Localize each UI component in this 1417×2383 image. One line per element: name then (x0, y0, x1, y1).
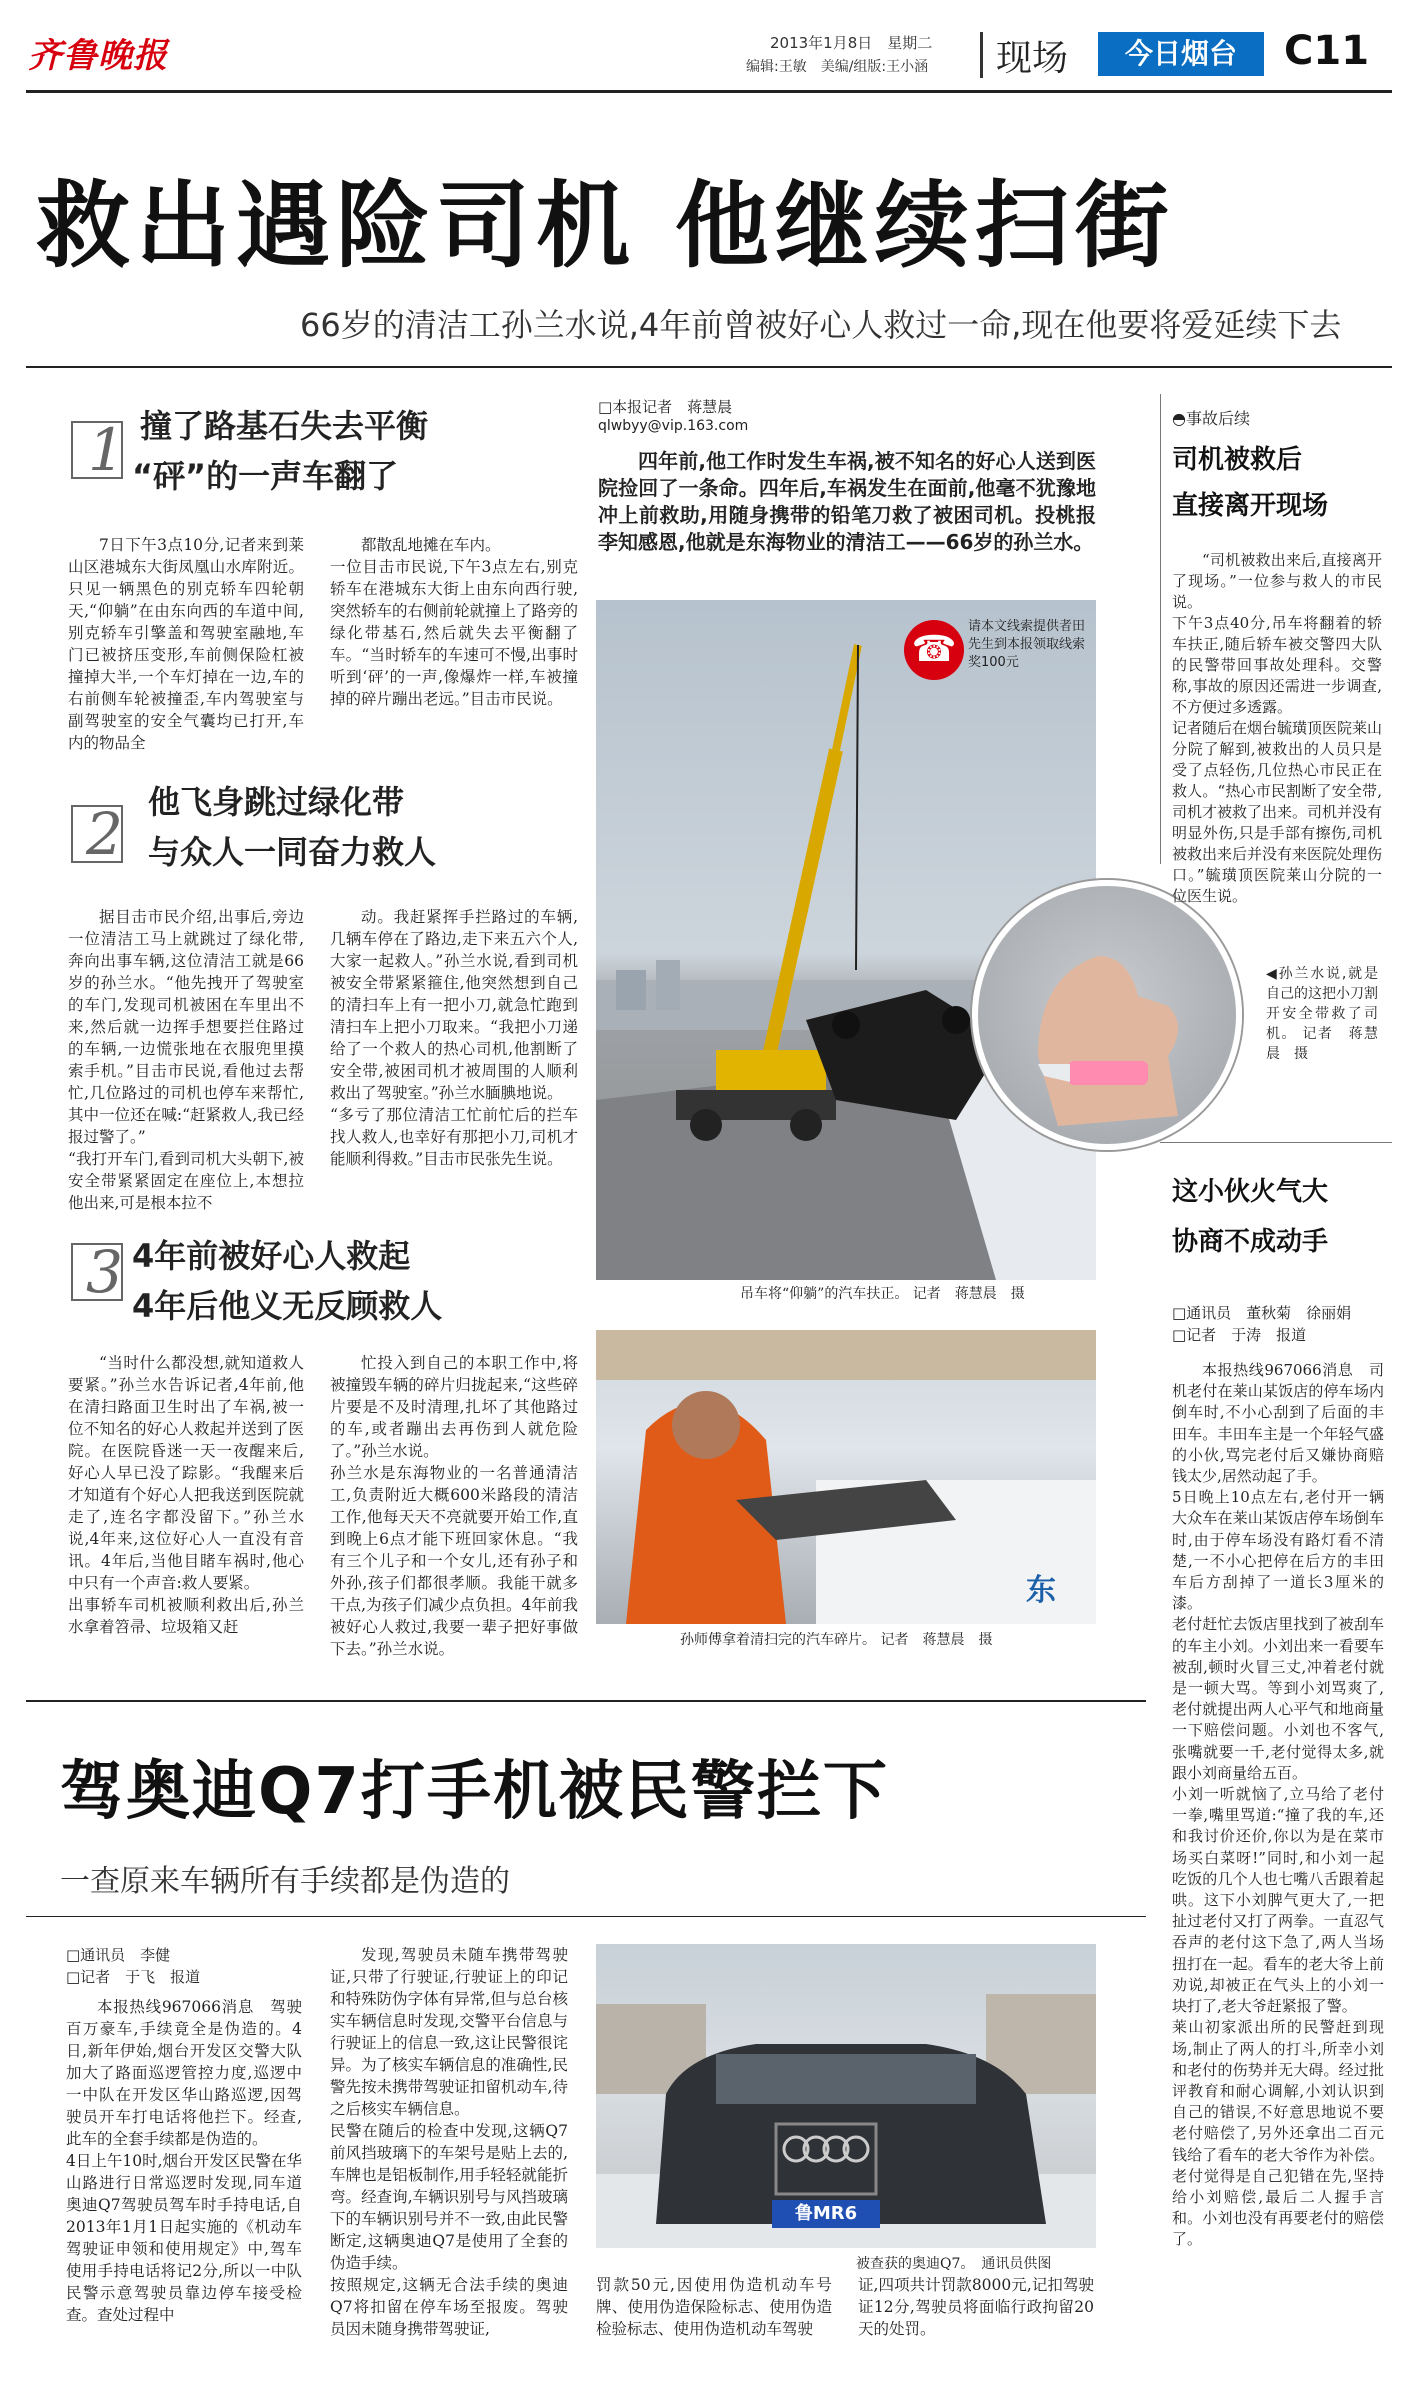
section-number-3 (70, 1238, 126, 1306)
story2-text-1: 本报热线967066消息 驾驶百万豪车,手续竟全是伪造的。4日,新年伊始,烟台开发区交警大队加大了路面巡逻管控力度,巡逻中一中队在开发区华山路巡逻,因驾驶员开车打电话将他拦下。经查,此车的全套手续都是伪造的。 4日上午10时,烟台开发区民警在华山路进行日常巡逻时发现,同车道奥迪Q7驾驶员驾车时手持电话,自2013年1月1日起实施的《机动车驾驶证申领和使用规定》中,驾车使用手持电话将记2分,所以一中队民警示意驾驶员靠边停车接受检查。查处过程中 (66, 1998, 303, 2324)
section-2-column-1 (68, 906, 304, 1212)
story2-column-1 (66, 1996, 302, 2346)
sidebar1-title-line2: 直接离开现场 (1172, 491, 1329, 521)
sidebar1-kicker-icon: ◓ (1172, 409, 1186, 428)
issue-date (770, 32, 932, 53)
section-1-text-2: 都散乱地摊在车内。 一位目击市民说,下午3点左右,别克轿车在港城东大街上由东向西行驶,突然轿车的右侧前轮就撞上了路旁的绿化带基石,然后就失去平衡翻了车。“当时轿车的车速可不慢,出事时听到‘砰’的一声,像爆炸一样,车被撞掉的碎片蹦出老远。”目击市民说。 (330, 536, 579, 708)
sidebar2-title-line2: 协商不成动手 (1172, 1227, 1329, 1257)
section-number-1-digit: 1 (88, 416, 125, 484)
section-number-3-digit: 3 (86, 1238, 123, 1306)
story2-text-3: 罚款50元,因使用伪造机动车号牌、使用伪造保险标志、使用伪造检验标志、使用伪造机动车驾驶 (596, 2276, 832, 2338)
sidebar2-byline-2: □记者 于涛 报道 (1172, 1326, 1307, 1344)
section-1-column-1 (68, 534, 304, 752)
story2-column-4 (858, 2274, 1094, 2354)
license-plate: 鲁MR6 (794, 2203, 858, 2224)
story2-headline: 驾奥迪Q7打手机被民警拦下 (60, 1755, 889, 1829)
hotline-phone-icon: ☎ (904, 620, 964, 680)
photo-audi-caption: 被查获的奥迪Q7。 通讯员供图 (856, 2256, 1052, 2272)
sidebar1-kicker-text: 事故后续 (1185, 409, 1250, 428)
photo-knife-in-hand (972, 880, 1242, 1150)
sidebar2-byline-1: □通讯员 董秋菊 徐丽娟 (1172, 1304, 1352, 1322)
sidebar1-body (1172, 550, 1383, 905)
weekday-text: 星期二 (887, 34, 933, 52)
sidebar2-top-rule (1160, 1142, 1392, 1143)
section-3-text-1: “当时什么都没想,就知道救人要紧。”孙兰水告诉记者,4年前,他在清扫路面卫生时出了车祸,被一位不知名的好心人救起并送到了医院。在医院昏迷一天一夜醒来后,好心人早已没了踪影。“我醒来后才知道有个好心人把我送到医院就走了,连名字都没留下。”孙兰水说,4年来,这位好心人一直没有音讯。4年后,当他目睹车祸时,他心中只有一个声音:救人要紧。 出事轿车司机被顺利救出后,孙兰水拿着笤帚、垃圾箱又赶 (68, 1354, 304, 1636)
section-1-title-line2: “砰”的一声车翻了 (132, 457, 399, 495)
edition-badge: 今日烟台 (1098, 32, 1264, 76)
photo-worker-holding-debris (596, 1330, 1096, 1624)
sidebar2-body (1172, 1360, 1384, 2350)
section-1-text-1: 7日下午3点10分,记者来到莱山区港城东大街凤凰山水库附近。只见一辆黑色的别克轿车四轮朝天,“仰躺”在由东向西的车道中间,别克轿车引擎盖和驾驶室融地,车门已被挤压变形,车前侧保险杠被撞掉大半,一个车灯掉在一边,车的右前侧车轮被撞歪,车内驾驶室与副驾驶室的安全气囊均已打开,车内的物品全 (68, 536, 304, 752)
main-headline: 救出遇险司机 他继续扫街 (36, 172, 1175, 281)
story2-byline-1: □通讯员 李健 (66, 1946, 171, 1964)
header-divider (980, 32, 983, 78)
hotline-text: 请本文线索提供者田先生到本报领取线索奖100元 (968, 619, 1086, 670)
story1-byline-reporter: □本报记者 蒋慧晨 (598, 398, 733, 416)
section-3-column-2 (330, 1352, 578, 1692)
header-rule (26, 90, 1392, 93)
section-number-2-digit: 2 (86, 800, 123, 868)
story2-subheadline: 一查原来车辆所有手续都是伪造的 (60, 1864, 510, 1899)
story2-column-2 (330, 1944, 568, 2348)
story2-text-2: 发现,驾驶员未随车携带驾驶证,只带了行驶证,行驶证上的印记和特殊防伪字体有异常,但与总台核实车辆信息时发现,交警平台信息与行驶证上的信息一致,这让民警很诧异。为了核实车辆信息的准确性,民警先按未携带驾驶证扣留机动车,待之后核实车辆信息。 民警在随后的检查中发现,这辆Q7前风挡玻璃下的车架号是贴上去的,车牌也是铝板制作,用手轻轻就能折弯。经查询,车辆识别号与风挡玻璃下的车辆识别号并不一致,由此民警断定,这辆奥迪Q7是使用了全套的伪造手续。 按照规定,这辆无合法手续的奥迪Q7将扣留在停车场至报废。驾驶员因未随身携带驾驶证, (330, 1946, 568, 2338)
section-2-title-line2: 与众人一同奋力救人 (148, 833, 437, 871)
section-2-column-2 (330, 906, 578, 1206)
sidebar-left-rule (1160, 394, 1161, 864)
section-2-text-1: 据目击市民介绍,出事后,旁边一位清洁工马上就跳过了绿化带,奔向出事车辆,这位清洁工就是66岁的孙兰水。“他先拽开了驾驶室的车门,发现司机被困在车里出不来,然后就一边挥手想要拦住路过的车辆,一边慌张地在衣服兜里摸索手机。”目击市民说,看他过去帮忙,几位路过的司机也停车来帮忙,其中一位还在喊:“赶紧救人,我已经报过警了。” “我打开车门,看到司机大头朝下,被安全带紧紧固定在座位上,本想拉他出来,可是根本拉不 (68, 908, 304, 1212)
section-number-1 (70, 416, 126, 484)
story2-column-3 (596, 2274, 832, 2354)
editor-credits: 编辑:王敏 美编/组版:王小涵 (746, 59, 929, 75)
section-3-column-1 (68, 1352, 304, 1692)
story2-top-rule (26, 1700, 1146, 1702)
section-3-text-2: 忙投入到自己的本职工作中,将被撞毁车辆的碎片归拢起来,“这些碎片要是不及时清理,扎坏了其他路过的车,或者蹦出去再伤到人就危险了。”孙兰水说。 孙兰水是东海物业的一名普通清洁工,负责附近大概600米路段的清洁工作,他每天天不亮就要开始工作,直到晚上6点才能下班回家休息。“我有三个儿子和一个女儿,还有孙子和外孙,孩子们都很孝顺。我能干就多干点,为孩子们减少点负担。4年前我被好心人救过,我要一辈子把好事做下去。”孙兰水说。 (330, 1354, 578, 1658)
sidebar2-title-line1: 这小伙火气大 (1172, 1177, 1329, 1207)
section-1-title-line1: 撞了路基石失去平衡 (140, 407, 429, 445)
page-number: C11 (1284, 28, 1370, 74)
section-1-column-2 (330, 534, 578, 746)
section-name: 现场 (996, 38, 1069, 79)
story2-byline-2: □记者 于飞 报道 (66, 1968, 201, 1986)
section-3-title-line2: 4年后他义无反顾救人 (132, 1287, 443, 1325)
date-text: 2013年1月8日 (770, 34, 873, 52)
subhead-rule (26, 366, 1392, 368)
section-3-title-line1: 4年前被好心人救起 (132, 1237, 411, 1275)
sidebar1-kicker (1172, 406, 1250, 429)
section-2-title-line1: 他飞身跳过绿化带 (148, 783, 405, 821)
photo-knife-caption: ◀孙兰水说,就是自己的这把小刀割开安全带救了司机。 记者 蒋慧晨 摄 (1266, 966, 1378, 1062)
sidebar1-title-line1: 司机被救后 (1172, 445, 1303, 475)
hotline-badge (904, 614, 1096, 698)
svg-text:东: 东 (1026, 1573, 1056, 1608)
photo-worker-caption: 孙师傅拿着清扫完的汽车碎片。 记者 蒋慧晨 摄 (680, 1632, 993, 1648)
section-2-text-2: 动。我赶紧挥手拦路过的车辆,几辆车停在了路边,走下来五六个人,大家一起救人。”孙兰水说,看到司机被安全带紧紧箍住,他突然想到自己的清扫车上有一把小刀,就急忙跑到清扫车上把小刀取来。“我把小刀递给了一个救人的热心司机,他割断了安全带,被困司机才被周围的人顺利救出了驾驶室。”孙兰水腼腆地说。 “多亏了那位清洁工忙前忙后的拦车找人救人,也幸好有那把小刀,司机才能顺利得救。”目击市民张先生说。 (330, 908, 578, 1168)
story2-subhead-rule (26, 1916, 1146, 1917)
sidebar1-text: “司机被救出来后,直接离开了现场。”一位参与救人的市民说。 下午3点40分,吊车将翻着的轿车扶正,随后轿车被交警四大队的民警带回事故处理科。交警称,事故的原因还需进一步调查,不方便过多透露。 记者随后在烟台毓璜顶医院莱山分院了解到,被救出的人员只是受了点轻伤,几位热心市民正在救人。“热心市民割断了安全带,司机才被救了出来。司机并没有明显外伤,只是手部有擦伤,司机被救出来后并没有来医院处理伤口。”毓璜顶医院莱山分院的一位医生说。 (1172, 551, 1383, 905)
section-number-2 (70, 800, 126, 868)
story1-byline-email: qlwbyy@vip.163.com (598, 418, 749, 434)
sidebar2-text: 本报热线967066消息 司机老付在莱山某饭店的停车场内倒车时,不小心刮到了后面的丰田车。丰田车主是一个年轻气盛的小伙,骂完老付后又嫌协商赔钱太少,居然动起了手。 5日晚上10点左右,老付开一辆大众车在莱山某饭店停车场倒车时,由于停车场没有路灯看不清楚,一不小心把停在后方的丰田车后方刮掉了一道长3厘米的漆。 老付赶忙去饭店里找到了被刮车的车主小刘。小刘出来一看要车被刮,顿时火冒三丈,冲着老付就是一顿大骂。等到小刘骂爽了,老付就提出两人心平气和地商量一下赔偿问题。小刘也不客气,张嘴就要一千,老付觉得太多,就跟小刘商量给五百。 小刘一听就恼了,立马给了老付一拳,嘴里骂道:“撞了我的车,还和我讨价还价,你以为是在菜市场买白菜呀!”同时,和小刘一起吃饭的几个人也七嘴八舌跟着起哄。这下小刘脾气更大了,一把扯过老付又打了两拳。一直忍气吞声的老付这下急了,两人当场扭打在一起。看车的老大爷上前劝说,却被正在气头上的小刘一块打了,老大爷赶紧报了警。 莱山初家派出所的民警赶到现场,制止了两人的打斗,所幸小刘和老付的伤势并无大碍。经过批评教育和耐心调解,小刘认识到自己的错误,不好意思地说不要老付赔偿了,另外还拿出二百元钱给了看车的老大爷作为补偿。老付觉得是自己犯错在先,坚持给小刘赔偿,最后二人握手言和。小刘也没有再要老付的赔偿了。 (1172, 1361, 1384, 2249)
photo-crane-caption: 吊车将“仰躺”的汽车扶正。 记者 蒋慧晨 摄 (740, 1286, 1025, 1302)
main-subheadline: 66岁的清洁工孙兰水说,4年前曾被好心人救过一命,现在他要将爱延续下去 (300, 306, 1342, 344)
story2-text-4: 证,四项共计罚款8000元,记扣驾驶证12分,驾驶员将面临行政拘留20天的处罚。 (858, 2276, 1094, 2338)
newspaper-logo: 齐鲁晚报 (28, 36, 168, 76)
photo-audi-q7 (596, 1944, 1096, 2248)
story1-lead: 四年前,他工作时发生车祸,被不知名的好心人送到医院捡回了一条命。四年后,车祸发生在面前,他毫不犹豫地冲上前救助,用随身携带的铅笔刀救了被困司机。投桃报李知感恩,他就是东海物业的清洁工——66岁的孙兰水。 (598, 449, 1096, 554)
